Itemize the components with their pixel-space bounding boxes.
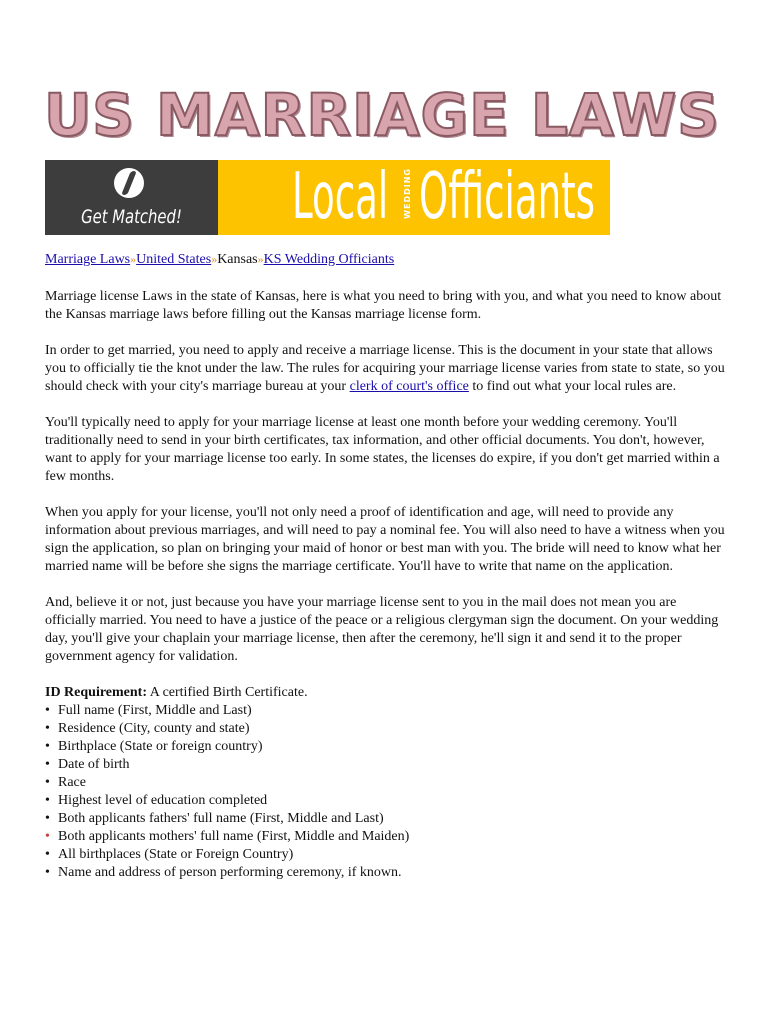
list-item [45, 756, 725, 774]
id-requirement [45, 684, 725, 702]
list-item-text: Name and address of person performing ceremony, if known. [58, 865, 402, 880]
list-item [45, 738, 725, 756]
paragraph-timing: You'll typically need to apply for your marriage license at least one month before your wedding ceremony. You'll traditionally need to send in your birth certificates, tax information, and other official documents. You don't, however, want to apply for your marriage license too early. In some states, the licenses do expire, if you don't get married within a few months. [45, 415, 720, 484]
list-item [45, 828, 725, 846]
bullet-icon: • [45, 793, 50, 808]
bullet-icon: • [45, 829, 50, 844]
bullet-icon: • [45, 721, 50, 736]
list-item [45, 720, 725, 738]
list-item-text: Date of birth [58, 757, 130, 772]
breadcrumb-link-ks-wedding-officiants[interactable]: KS Wedding Officiants [263, 252, 395, 267]
paragraph-apply-text-1: In order to get married, you need to apply and receive a marriage license. This is the document in your state that allows you to officially tie the knot under the law. The rules for acquiring your marriage license varies from state to state, so you should check with your city's marriage bureau at your [45, 343, 725, 394]
id-requirement-text: A certified Birth Certificate. [147, 685, 308, 700]
article-body [45, 288, 725, 882]
local-wedding-officiants-banner[interactable] [45, 160, 610, 235]
bullet-icon: • [45, 757, 50, 772]
bullet-icon: • [45, 811, 50, 826]
paragraph-apply-text-2: to find out what your local rules are. [468, 379, 677, 394]
paragraph-officiating: And, believe it or not, just because you have your marriage license sent to you in the mail does not mean you are officially married. You need to have a justice of the peace or a religious clergyman sign the document. On your wedding day, you'll give your chaplain your marriage license, then after the ceremony, he'll sign it and send it to the proper government agency for validation. [45, 595, 719, 664]
bullet-icon: • [45, 865, 50, 880]
list-item-text: Race [58, 775, 86, 790]
bullet-icon: • [45, 847, 50, 862]
breadcrumb-separator: » [257, 252, 264, 266]
list-item [45, 864, 725, 882]
requirements-list [45, 702, 725, 882]
bullet-icon: • [45, 703, 50, 718]
list-item-text: Highest level of education completed [58, 793, 268, 808]
breadcrumb-link-marriage-laws[interactable]: Marriage Laws [45, 252, 131, 267]
list-item-text: Birthplace (State or foreign country) [58, 739, 263, 754]
get-matched-panel[interactable] [45, 160, 218, 235]
list-item [45, 810, 725, 828]
list-item [45, 702, 725, 720]
list-item [45, 792, 725, 810]
list-item-text: Both applicants fathers' full name (First, Middle and Last) [58, 811, 384, 826]
bullet-icon: • [45, 739, 50, 754]
local-officiants-panel[interactable] [218, 160, 610, 235]
breadcrumb-current-kansas: Kansas [217, 252, 258, 267]
breadcrumb-separator: » [211, 252, 218, 266]
list-item [45, 846, 725, 864]
clerk-of-court-link[interactable]: clerk of court's office [349, 379, 469, 394]
paragraph-apply [45, 342, 725, 396]
bullet-icon: • [45, 775, 50, 790]
list-item-text: Full name (First, Middle and Last) [58, 703, 252, 718]
list-item-text: All birthplaces (State or Foreign Country) [58, 847, 294, 862]
banner-local-text: Local [292, 160, 389, 234]
paragraph-intro: Marriage license Laws in the state of Kansas, here is what you need to bring with you, and what you need to know about the Kansas marriage laws before filling out the Kansas marriage license form. [45, 289, 722, 322]
list-item-text: Both applicants mothers' full name (First, Middle and Maiden) [58, 829, 410, 844]
banner-wedding-text: WEDDING [403, 168, 412, 219]
paragraph-requirements: When you apply for your license, you'll not only need a proof of identification and age, will need to provide any information about previous marriages, and will need to pay a nominal fee. You will also need to have a witness when you sign the application, so plan on bringing your maid of honor or best man with you. The bride will need to know what her married name will be before she signs the marriage certificate. You'll have to write that name on the application. [45, 505, 725, 574]
list-item-text: Residence (City, county and state) [58, 721, 250, 736]
list-item [45, 774, 725, 792]
breadcrumb-link-united-states[interactable]: United States [136, 252, 212, 267]
page-title: US MARRIAGE LAWS [44, 81, 720, 149]
breadcrumb-separator: » [130, 252, 137, 266]
id-requirement-label: ID Requirement: [45, 685, 148, 700]
breadcrumb [45, 252, 394, 268]
banner-officiants-text: Officiants [419, 160, 595, 234]
get-matched-text: Get Matched! [81, 206, 182, 228]
